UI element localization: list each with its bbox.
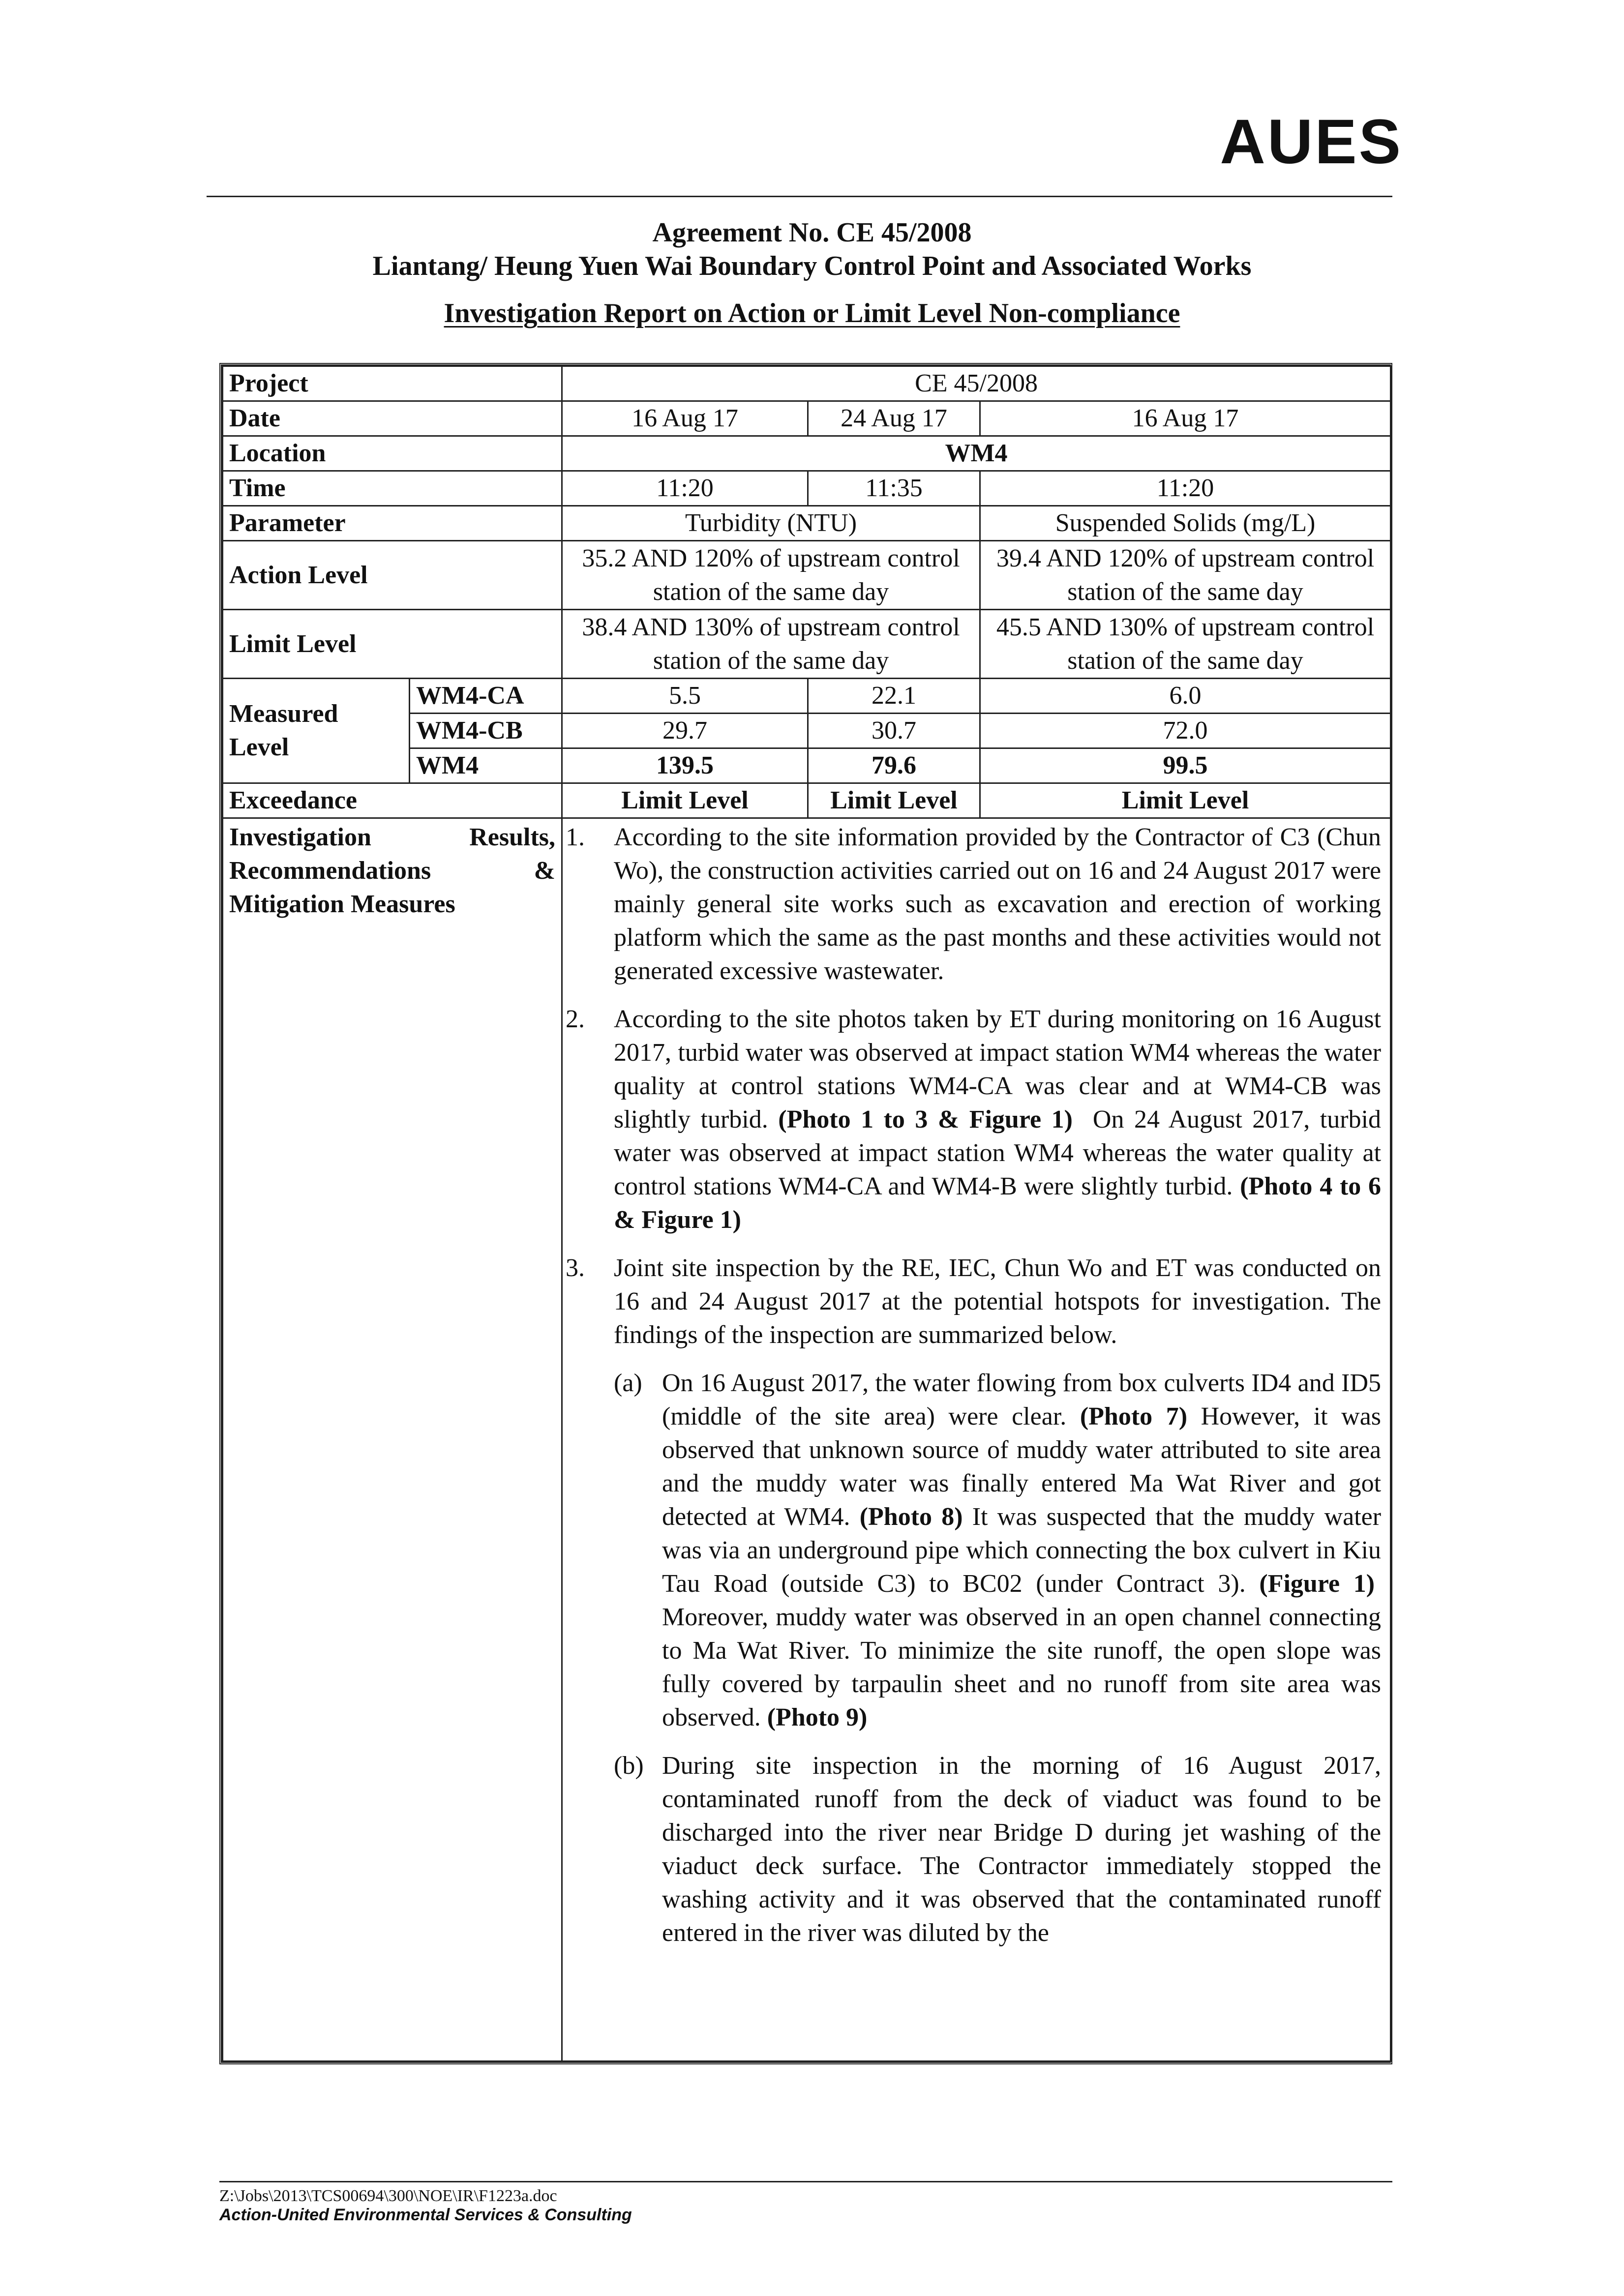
investigation-label-cell (223, 818, 562, 2061)
finding-3 (566, 1252, 1381, 1352)
date-3: 16 Aug 17 (980, 401, 1391, 436)
action-level-label: Action Level (223, 541, 562, 610)
limit-level-label: Limit Level (223, 610, 562, 679)
finding-3a-part-1: On 16 August 2017, the water flowing from box culverts ID4 and ID5 (middle of the site area) were clear. (662, 1369, 1382, 1431)
measured-cb-3: 72.0 (980, 714, 1391, 748)
row-exceedance (223, 783, 1391, 818)
row-measured-ca (223, 679, 1391, 714)
location-value: WM4 (562, 436, 1391, 471)
finding-1 (566, 821, 1381, 988)
report-title (0, 297, 1624, 330)
station-wm4-ca: WM4-CA (410, 679, 562, 714)
agreement-number: Agreement No. CE 45/2008 (652, 217, 972, 248)
finding-2-ref-2: (Photo 4 to 6 & Figure 1) (614, 1172, 1382, 1234)
report-title-text: Investigation Report on Action or Limit Level Non-compliance (444, 298, 1180, 328)
finding-3a-text (662, 1367, 1381, 1734)
company-logo: AUES (1220, 107, 1403, 177)
finding-2 (566, 1003, 1381, 1237)
report-table (219, 363, 1392, 2064)
action-level-turbidity: 35.2 AND 120% of upstream control station of the same day (562, 541, 980, 610)
exceedance-1: Limit Level (562, 783, 808, 818)
row-time (223, 471, 1391, 506)
finding-3a-part-7: Moreover, muddy water was observed in an open channel connecting to Ma Wat River. To minimize the site runoff, the open slope was fully covered by tarpaulin sheet and no runoff from site area was observed. (662, 1603, 1382, 1731)
date-label: Date (223, 401, 562, 436)
parameter-ss: Suspended Solids (mg/L) (980, 506, 1391, 541)
measured-wm4-2: 79.6 (808, 748, 980, 783)
measured-level-label: Measured Level (223, 679, 410, 783)
finding-3b-number: (b) (614, 1752, 644, 1780)
measured-ca-1: 5.5 (562, 679, 808, 714)
parameter-label: Parameter (223, 506, 562, 541)
row-date (223, 401, 1391, 436)
finding-3a-part-3: However, it was observed that unknown source of muddy water attributed to site area and the muddy water was finally entered Ma Wat River and got detected at WM4. (662, 1402, 1382, 1531)
measured-wm4-1: 139.5 (562, 748, 808, 783)
footer-file-path: Z:\Jobs\2013\TCS00694\300\NOE\IR\F1223a.doc (219, 2187, 557, 2205)
finding-3a-ref-2: (Photo 8) (859, 1503, 963, 1531)
exceedance-2: Limit Level (808, 783, 980, 818)
project-title: Liantang/ Heung Yuen Wai Boundary Control Point and Associated Works (372, 251, 1252, 281)
finding-3a-ref-1: (Photo 7) (1080, 1402, 1188, 1431)
finding-2-ref-1: (Photo 1 to 3 & Figure 1) (778, 1105, 1073, 1133)
finding-3a-number: (a) (614, 1369, 642, 1397)
date-2: 24 Aug 17 (808, 401, 980, 436)
exceedance-3: Limit Level (980, 783, 1391, 818)
parameter-turbidity: Turbidity (NTU) (562, 506, 980, 541)
time-1: 11:20 (562, 471, 808, 506)
time-3: 11:20 (980, 471, 1391, 506)
limit-level-ss: 45.5 AND 130% of upstream control station of the same day (980, 610, 1391, 679)
measured-cb-2: 30.7 (808, 714, 980, 748)
investigation-content (562, 818, 1391, 2061)
station-wm4-cb: WM4-CB (410, 714, 562, 748)
investigation-label: Investigation Results, Recommendations & Mitigation Measures (229, 823, 556, 918)
finding-1-text: According to the site information provided by the Contractor of C3 (Chun Wo), the construction activities carried out on 16 and 24 August 2017 were mainly general site works such as excavation and erection of working platform which the same as the past months and these activities would not generated excessive wastewater. (614, 823, 1382, 985)
row-action-level (223, 541, 1391, 610)
location-label: Location (223, 436, 562, 471)
project-label: Project (223, 366, 562, 401)
action-level-ss: 39.4 AND 120% of upstream control station of the same day (980, 541, 1391, 610)
measured-wm4-3: 99.5 (980, 748, 1391, 783)
row-parameter (223, 506, 1391, 541)
footer-rule (219, 2181, 1392, 2182)
finding-3a (614, 1367, 1381, 1734)
measured-ca-3: 6.0 (980, 679, 1391, 714)
row-project (223, 366, 1391, 401)
measured-ca-2: 22.1 (808, 679, 980, 714)
finding-2-text (614, 1003, 1381, 1237)
finding-2-part-c: On 24 August 2017, turbid water was observed at impact station WM4 whereas the water quality at control stations WM4-CA and WM4-B were slightly turbid. (614, 1105, 1382, 1200)
time-2: 11:35 (808, 471, 980, 506)
finding-3-text: Joint site inspection by the RE, IEC, Chun Wo and ET was conducted on 16 and 24 August 2017 at the potential hotspots for investigation. The findings of the inspection are summarized below. (614, 1254, 1382, 1349)
finding-3b-text: During site inspection in the morning of 16 August 2017, contaminated runoff from the deck of viaduct was found to be discharged into the river near Bridge D during jet washing of the viaduct deck surface. The Contractor immediately stopped the washing activity and it was observed that the contaminated runoff entered in the river was diluted by the (662, 1752, 1382, 1947)
measured-cb-1: 29.7 (562, 714, 808, 748)
finding-2-number: 2. (566, 1005, 585, 1033)
finding-2-part-a: According to the site photos taken by ET during monitoring on 16 August 2017, turbid water was observed at impact station WM4 whereas the water quality at control stations WM4-CA was clear and at WM4-CB was slightly turbid. (614, 1005, 1382, 1133)
footer-company: Action-United Environmental Services & Consulting (219, 2206, 632, 2224)
project-value: CE 45/2008 (562, 366, 1391, 401)
date-1: 16 Aug 17 (562, 401, 808, 436)
station-wm4: WM4 (410, 748, 562, 783)
finding-1-number: 1. (566, 823, 585, 851)
finding-3a-ref-4: (Photo 9) (767, 1703, 868, 1731)
finding-3a-ref-3: (Figure 1) (1259, 1570, 1375, 1598)
time-label: Time (223, 471, 562, 506)
row-location (223, 436, 1391, 471)
exceedance-label: Exceedance (223, 783, 562, 818)
limit-level-turbidity: 38.4 AND 130% of upstream control station of the same day (562, 610, 980, 679)
row-limit-level (223, 610, 1391, 679)
row-investigation (223, 818, 1391, 2061)
finding-3b (614, 1749, 1381, 1950)
finding-3-number: 3. (566, 1254, 585, 1282)
finding-3a-part-5: It was suspected that the muddy water was via an underground pipe which connecting the box culvert in Kiu Tau Road (outside C3) to BC02 (under Contract 3). (662, 1503, 1382, 1598)
header-rule (207, 196, 1392, 197)
